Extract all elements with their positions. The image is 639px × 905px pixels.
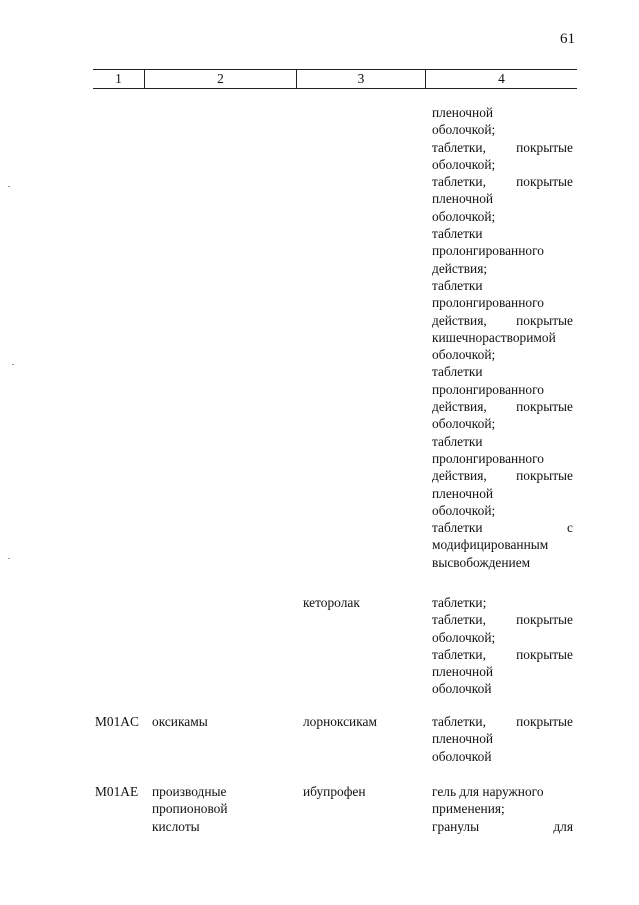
- text-line: [432, 611, 573, 628]
- text-line: [432, 329, 573, 346]
- text-line: [432, 208, 573, 225]
- text-line: [432, 730, 573, 747]
- text-word: таблетки;: [432, 595, 487, 610]
- text-line: [432, 346, 573, 363]
- text-word: пленочной: [432, 664, 494, 680]
- scan-speck: [8, 186, 10, 187]
- text-word: с: [567, 520, 573, 536]
- header-col-2: 2: [217, 71, 224, 86]
- text-word: пролонгированного: [432, 450, 544, 466]
- text-line: [432, 156, 573, 173]
- text-line: [432, 363, 573, 380]
- scan-speck: [12, 364, 14, 365]
- text-word: таблетки,: [432, 646, 486, 662]
- text-word: оболочкой;: [432, 347, 496, 363]
- table-header: [93, 69, 577, 89]
- text-word: действия;: [432, 260, 488, 276]
- text-line: [432, 312, 573, 329]
- text-word: таблетки: [432, 277, 483, 293]
- text-line: [432, 485, 573, 502]
- text-line: [432, 748, 573, 765]
- text-word: оболочкой;: [432, 122, 496, 138]
- text-line: [432, 783, 573, 800]
- text-word: таблетки,: [432, 612, 486, 628]
- text-word: таблетки,: [432, 714, 486, 729]
- text-word: пленочной: [432, 485, 494, 501]
- text-line: [432, 594, 573, 611]
- text-line: [432, 225, 573, 242]
- scan-speck: [8, 558, 10, 559]
- text-word: покрытые: [516, 612, 573, 628]
- text-line: [432, 818, 573, 835]
- text-word: действия,: [432, 468, 487, 484]
- text-word: покрытые: [516, 399, 573, 415]
- text-line: [432, 190, 573, 207]
- text-word: оболочкой;: [432, 416, 496, 432]
- text-line: [432, 800, 573, 817]
- text-word: пролонгированного: [432, 243, 544, 259]
- text-line: [432, 663, 573, 680]
- ketorolac-dosage-forms: [432, 594, 573, 698]
- text-line: [432, 646, 573, 663]
- text-word: пленочной: [432, 191, 494, 207]
- text-word: покрытые: [516, 174, 573, 190]
- text-line: производные: [152, 784, 227, 799]
- text-line: [432, 502, 573, 519]
- text-word: пленочной: [432, 731, 494, 747]
- text-word: действия,: [432, 312, 487, 328]
- header-col-1: 1: [115, 71, 122, 86]
- ibuprofen-dosage-forms: [432, 783, 573, 835]
- text-line: [432, 173, 573, 190]
- header-col-4: 4: [498, 71, 505, 86]
- text-line: [432, 277, 573, 294]
- text-line: [432, 139, 573, 156]
- text-word: действия,: [432, 399, 487, 415]
- text-word: таблетки: [432, 226, 483, 242]
- text-line: [432, 629, 573, 646]
- text-word: пролонгированного: [432, 295, 544, 311]
- text-word: таблетки,: [432, 139, 486, 155]
- text-line: [432, 536, 573, 553]
- atc-code-m01ae: M01AE: [95, 784, 139, 799]
- text-line: [432, 294, 573, 311]
- text-line: [432, 554, 573, 571]
- text-word: гель для наружного: [432, 784, 544, 799]
- text-word: покрытые: [516, 312, 573, 328]
- text-word: высвобождением: [432, 554, 531, 570]
- text-word: кишечнорастворимой: [432, 329, 556, 345]
- text-word: пленочной: [432, 105, 494, 120]
- text-word: оболочкой;: [432, 208, 496, 224]
- text-word: оболочкой;: [432, 156, 496, 172]
- text-word: применения;: [432, 801, 505, 817]
- text-line: кислоты: [152, 818, 200, 834]
- text-line: [432, 260, 573, 277]
- text-word: для: [553, 818, 573, 834]
- text-word: таблетки: [432, 364, 483, 380]
- text-word: покрытые: [516, 714, 573, 729]
- text-word: таблетки: [432, 433, 483, 449]
- text-line: [432, 467, 573, 484]
- text-line: [432, 415, 573, 432]
- text-word: покрытые: [516, 468, 573, 484]
- text-word: таблетки: [432, 520, 483, 536]
- text-line: [432, 381, 573, 398]
- group-name-propionic: [152, 783, 228, 835]
- drug-name-ketorolac: кеторолак: [303, 595, 360, 610]
- lornoxicam-dosage-forms: [432, 713, 573, 765]
- text-word: таблетки,: [432, 174, 486, 190]
- text-line: пропионовой: [152, 801, 228, 817]
- text-word: оболочкой: [432, 748, 492, 764]
- header-col-3: 3: [357, 71, 365, 86]
- text-line: оксикамы: [152, 714, 208, 729]
- text-line: [432, 242, 573, 259]
- drug-name-ibuprofen: ибупрофен: [303, 784, 366, 799]
- group-name-oxicams: [152, 713, 208, 730]
- text-line: [432, 121, 573, 138]
- text-line: [432, 433, 573, 450]
- text-line: [432, 398, 573, 415]
- text-word: оболочкой;: [432, 629, 496, 645]
- text-word: гранулы: [432, 818, 480, 834]
- text-word: покрытые: [516, 646, 573, 662]
- text-word: оболочкой;: [432, 502, 496, 518]
- text-word: покрытые: [516, 139, 573, 155]
- text-line: [432, 680, 573, 697]
- page-number: 61: [560, 31, 575, 47]
- drug-name-lornoxicam: лорноксикам: [303, 714, 377, 729]
- continuation-dosage-forms: [432, 104, 573, 571]
- text-word: оболочкой: [432, 681, 492, 697]
- text-line: [432, 713, 573, 730]
- text-word: пролонгированного: [432, 381, 544, 397]
- text-line: [432, 104, 573, 121]
- text-line: [432, 519, 573, 536]
- atc-code-m01ac: M01AC: [95, 714, 139, 729]
- text-line: [432, 450, 573, 467]
- text-word: модифицированным: [432, 537, 549, 553]
